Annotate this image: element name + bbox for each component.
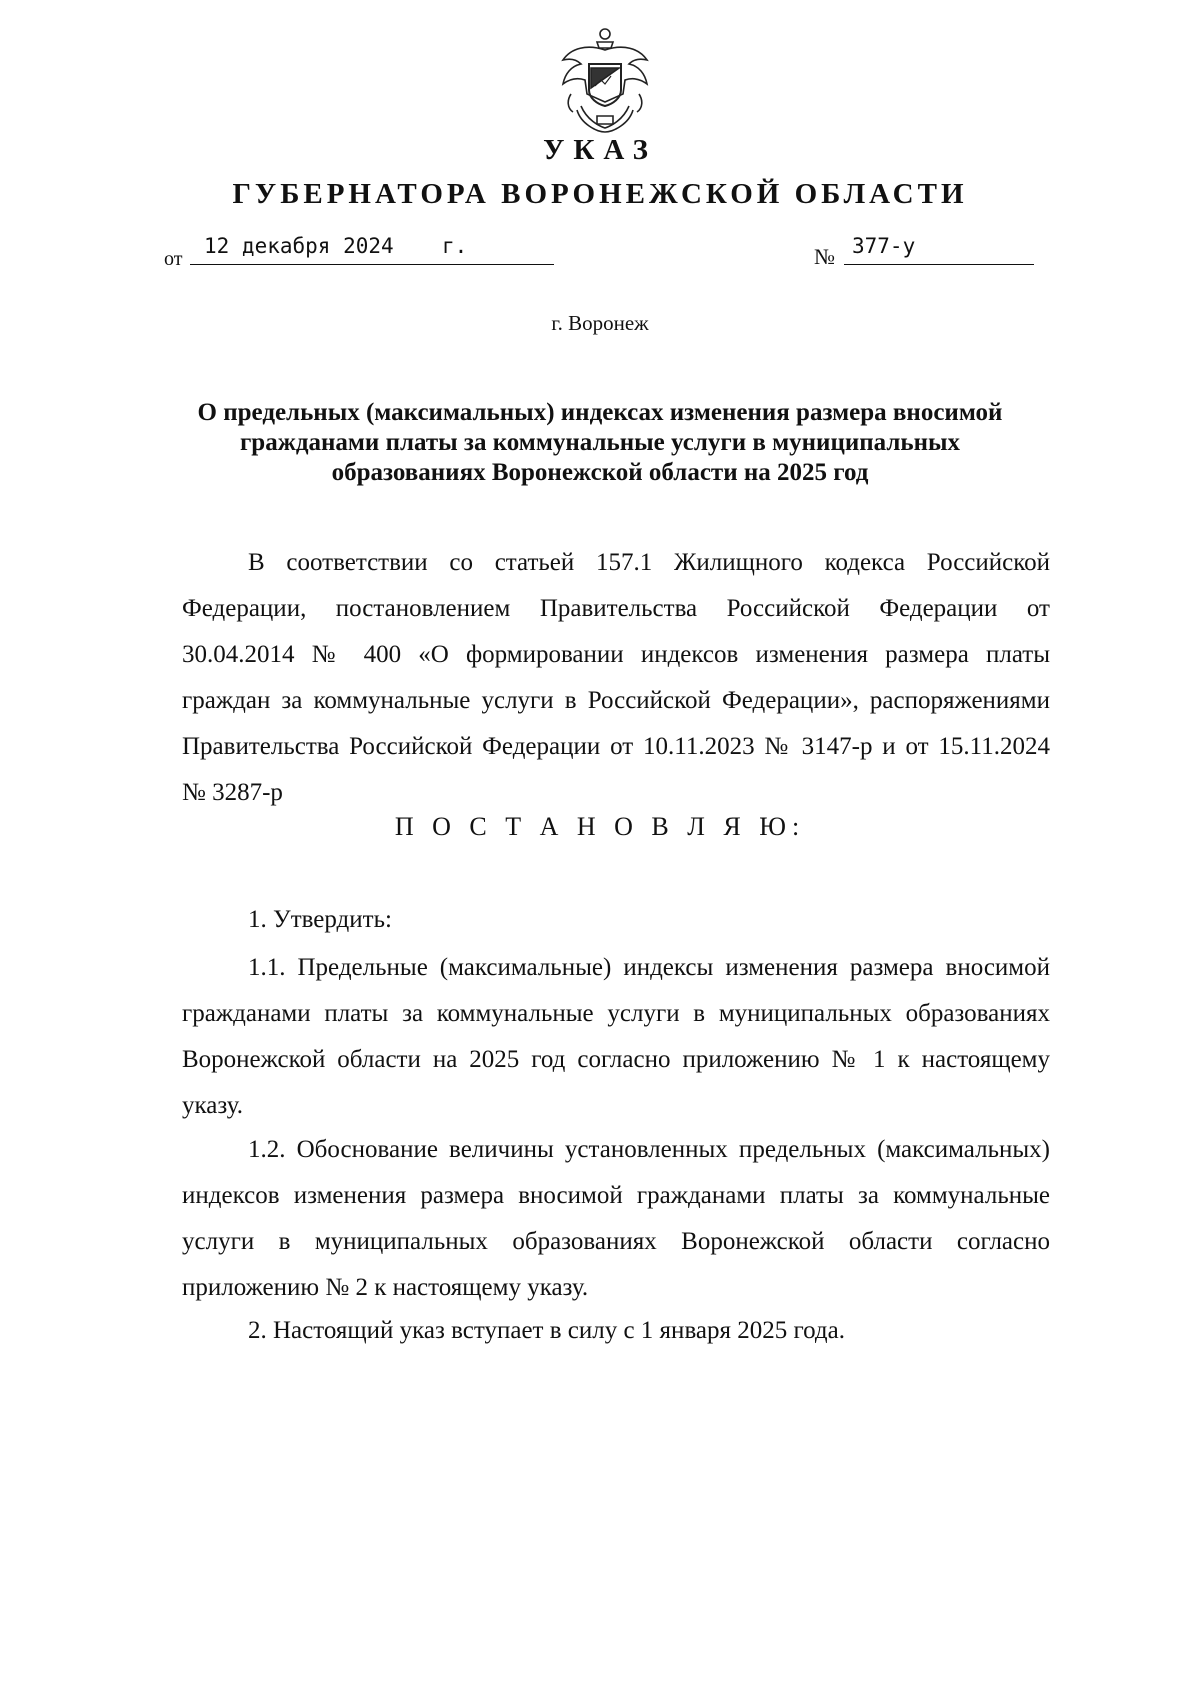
preamble-line: 30.04.2014 № 400 «О формировании индексов изменения размера платы <box>182 641 1050 668</box>
subject-line: гражданами платы за коммунальные услуги в муниципальных <box>239 429 961 456</box>
date-field <box>190 236 554 265</box>
decree-word: П О С Т А Н О В Л Я Ю: <box>394 812 806 841</box>
item-1-1-line: Воронежской области на 2025 год согласно приложению № 1 к настоящему <box>182 1046 1050 1073</box>
item-1-2-line: приложению № 2 к настоящему указу. <box>182 1274 589 1301</box>
from-label: от <box>164 248 183 270</box>
item-1-2-line: услуги в муниципальных образованиях Воронежской области согласно <box>182 1228 1050 1255</box>
date-suffix: г. <box>442 234 468 258</box>
document-type-title: УКАЗ <box>543 134 657 166</box>
preamble-line: Правительства Российской Федерации от 10.11.2023 № 3147-р и от 15.11.2024 <box>182 733 1050 760</box>
item-1-line: 1. Утвердить: <box>248 906 392 933</box>
subject-line: образованиях Воронежской области на 2025 год <box>331 459 869 486</box>
preamble-line: Федерации, постановлением Правительства Российской Федерации от <box>182 595 1050 622</box>
item-1-1-line: 1.1. Предельные (максимальные) индексы изменения размера вносимой <box>248 954 1050 981</box>
document-number: 377-у <box>852 234 916 258</box>
item-1-2 <box>182 1127 1050 1311</box>
subject-line: О предельных (максимальных) индексах изменения размера вносимой <box>197 399 1003 426</box>
document-subject <box>150 398 1050 488</box>
item-2-line: 2. Настоящий указ вступает в силу с 1 января 2025 года. <box>248 1317 845 1344</box>
item-1-1-line: гражданами платы за коммунальные услуги в муниципальных образованиях <box>182 1000 1050 1027</box>
preamble-line: № 3287-р <box>182 779 283 806</box>
date-number-row <box>164 236 1034 276</box>
item-1-1 <box>182 945 1050 1129</box>
issuer-title: ГУБЕРНАТОРА ВОРОНЕЖСКОЙ ОБЛАСТИ <box>232 178 968 210</box>
item-2 <box>182 1308 1050 1354</box>
item-1-2-line: индексов изменения размера вносимой гражданами платы за коммунальные <box>182 1182 1050 1209</box>
city: г. Воронеж <box>551 311 649 335</box>
item-1-2-line: 1.2. Обоснование величины установленных предельных (максимальных) <box>248 1136 1050 1163</box>
preamble-line: В соответствии со статьей 157.1 Жилищного кодекса Российской <box>248 549 1050 576</box>
item-1-1-line: указу. <box>182 1092 243 1119</box>
preamble-paragraph <box>182 540 1050 816</box>
preamble-line: граждан за коммунальные услуги в Российской Федерации», распоряжениями <box>182 687 1050 714</box>
number-field <box>844 236 1034 265</box>
voronezh-coat-of-arms-icon <box>557 24 653 136</box>
item-1 <box>182 897 1050 943</box>
document-date: 12 декабря 2024 <box>204 234 394 258</box>
number-label: № <box>814 244 835 269</box>
